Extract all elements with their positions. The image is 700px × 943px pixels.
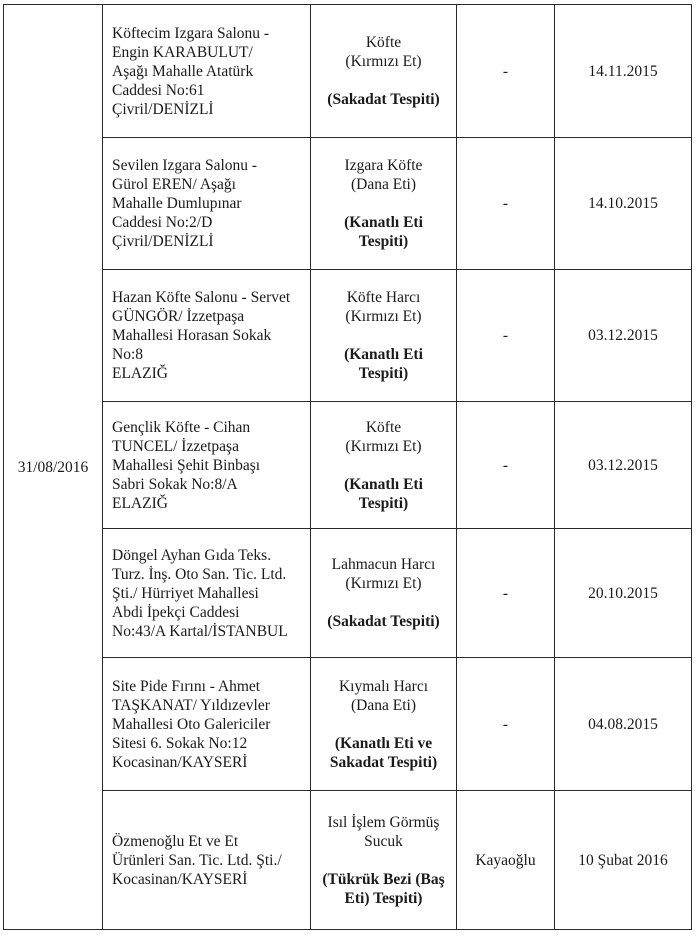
- product-cell: [311, 270, 457, 402]
- text-line: Gürol EREN/ Aşağı: [112, 176, 236, 193]
- text-line: (Kırmızı Et): [345, 53, 422, 70]
- text-line: Sucuk: [364, 832, 403, 850]
- product-name: [315, 33, 452, 71]
- text-line: Mahallesi Şehit Binbaşı: [112, 456, 261, 474]
- text-line: Çivril/DENİZLİ: [112, 233, 214, 250]
- text-line: Kocasinan/KAYSERİ: [112, 870, 248, 888]
- product-cell: [311, 791, 457, 930]
- finding-text: [315, 612, 452, 631]
- text-line: Caddesi No:2/D: [112, 214, 213, 231]
- text-line: Tespiti): [358, 365, 409, 382]
- product-name: [315, 418, 452, 456]
- table-body: [4, 5, 692, 930]
- firm-address-cell: [103, 5, 311, 138]
- text-line: Köftecim Izgara Salonu -: [112, 24, 270, 42]
- text-line: TUNCEL/ İzzetpaşa: [112, 437, 239, 455]
- inspection-date-cell: 31/08/2016: [4, 5, 103, 930]
- text-line: Çivril/DENİZLİ: [112, 100, 214, 118]
- text-line: Izgara Köfte: [344, 157, 423, 174]
- product-name: [315, 156, 452, 194]
- text-line: (Dana Eti): [351, 176, 416, 193]
- text-line: (Sakadat Tespiti): [327, 91, 440, 108]
- text-line: Isıl İşlem Görmüş: [327, 813, 440, 831]
- product-cell: [311, 5, 457, 138]
- text-line: Sakadat Tespiti): [329, 753, 438, 771]
- firm-address-cell: [103, 270, 311, 402]
- text-line: Lahmacun Harcı: [331, 556, 436, 573]
- product-cell: [311, 138, 457, 270]
- text-line: (Kırmızı Et): [345, 308, 422, 325]
- text-line: Kıymalı Harcı: [338, 677, 429, 695]
- text-line: ELAZIĞ: [112, 365, 168, 382]
- finding-text: [315, 90, 452, 109]
- text-line: TAŞKANAT/ Yıldızevler: [112, 696, 270, 714]
- finding-text: [315, 734, 452, 772]
- table-row: [4, 5, 692, 138]
- text-line: No:8: [112, 346, 143, 363]
- text-line: (Kanatlı Eti ve: [334, 734, 433, 752]
- text-line: Caddesi No:61: [112, 81, 205, 99]
- brand-cell: -: [457, 138, 555, 270]
- text-line: (Tükrük Bezi (Baş: [322, 870, 445, 888]
- text-line: Turz. İnş. Oto San. Tic. Ltd.: [112, 565, 287, 583]
- finding-text: [315, 213, 452, 251]
- text-line: (Dana Eti): [351, 696, 416, 714]
- text-line: ELAZIĞ: [112, 494, 168, 512]
- text-line: Abdi İpekçi Caddesi: [112, 603, 240, 621]
- text-line: Köfte Harcı: [346, 289, 421, 306]
- product-name: [315, 288, 452, 326]
- brand-cell: Kayaoğlu: [457, 791, 555, 930]
- product-name: [315, 677, 452, 715]
- text-line: Site Pide Fırını - Ahmet: [112, 677, 261, 695]
- sample-date-cell: 03.12.2015: [555, 402, 692, 529]
- text-line: (Kırmızı Et): [345, 575, 422, 592]
- table-row: [4, 138, 692, 270]
- text-line: (Sakadat Tespiti): [327, 613, 440, 630]
- text-line: Sitesi 6. Sokak No:12: [112, 734, 248, 752]
- text-line: Engin KARABULUT/: [112, 43, 253, 61]
- firm-address-cell: [103, 791, 311, 930]
- text-line: Aşağı Mahalle Atatürk: [112, 62, 254, 80]
- finding-text: [315, 870, 452, 908]
- brand-cell: -: [457, 270, 555, 402]
- text-line: (Kanatlı Eti: [344, 346, 423, 363]
- text-line: Döngel Ayhan Gıda Teks.: [112, 546, 272, 564]
- text-line: Köfte: [365, 34, 402, 51]
- brand-cell: -: [457, 402, 555, 529]
- text-line: (Kanatlı Eti: [344, 475, 423, 493]
- text-line: No:43/A Kartal/İSTANBUL: [112, 622, 288, 640]
- firm-address-cell: [103, 138, 311, 270]
- finding-text: [315, 345, 452, 383]
- firm-address-cell: [103, 402, 311, 529]
- sample-date-cell: 03.12.2015: [555, 270, 692, 402]
- brand-cell: -: [457, 5, 555, 138]
- firm-address-cell: [103, 529, 311, 658]
- text-line: (Kanatlı Eti: [344, 214, 423, 231]
- inspection-results-table: [3, 4, 692, 930]
- text-line: GÜNGÖR/ İzzetpaşa: [112, 308, 245, 325]
- text-line: Gençlik Köfte - Cihan: [112, 418, 251, 436]
- sample-date-cell: 20.10.2015: [555, 529, 692, 658]
- product-cell: [311, 402, 457, 529]
- table-row: [4, 658, 692, 791]
- sample-date-cell: 10 Şubat 2016: [555, 791, 692, 930]
- finding-text: [315, 475, 452, 513]
- text-line: Ürünleri San. Tic. Ltd. Şti./: [112, 851, 282, 869]
- text-line: Mahallesi Oto Galericiler: [112, 715, 271, 733]
- sample-date-cell: 04.08.2015: [555, 658, 692, 791]
- text-line: Köfte: [365, 418, 402, 436]
- text-line: Tespiti): [358, 233, 409, 250]
- text-line: Mahalle Dumlupınar: [112, 195, 242, 212]
- sample-date-cell: 14.10.2015: [555, 138, 692, 270]
- table-row: [4, 791, 692, 930]
- table-row: [4, 529, 692, 658]
- text-line: Tespiti): [358, 494, 409, 512]
- text-line: Sabri Sokak No:8/A: [112, 475, 238, 493]
- firm-address-cell: [103, 658, 311, 791]
- text-line: Özmenoğlu Et ve Et: [112, 832, 239, 850]
- brand-cell: -: [457, 529, 555, 658]
- product-name: [315, 813, 452, 851]
- text-line: Sevilen Izgara Salonu -: [112, 157, 258, 174]
- text-line: Eti) Tespiti): [344, 889, 423, 907]
- text-line: (Kırmızı Et): [345, 437, 422, 455]
- product-cell: [311, 658, 457, 791]
- sample-date-cell: 14.11.2015: [555, 5, 692, 138]
- table-row: [4, 270, 692, 402]
- product-name: [315, 555, 452, 593]
- product-cell: [311, 529, 457, 658]
- text-line: Kocasinan/KAYSERİ: [112, 753, 248, 771]
- text-line: Mahallesi Horasan Sokak: [112, 327, 272, 344]
- table-row: [4, 402, 692, 529]
- text-line: Hazan Köfte Salonu - Servet: [112, 289, 291, 306]
- text-line: Şti./ Hürriyet Mahallesi: [112, 584, 259, 602]
- brand-cell: -: [457, 658, 555, 791]
